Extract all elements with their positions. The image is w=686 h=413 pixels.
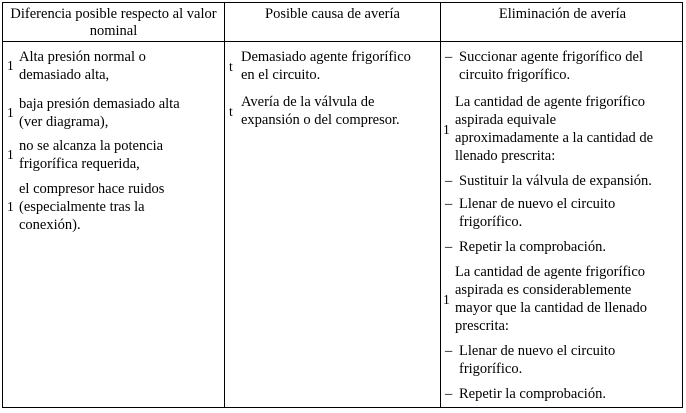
list-marker: 1: [7, 105, 14, 120]
remedy-condition: La cantidad de agente frigorífico aspirada es considerablemente mayor que la cantidad de llenado prescrita:: [455, 264, 648, 334]
column-divider: [440, 3, 441, 407]
remedy-item: Sustituir la válvula de expansión.: [459, 173, 652, 189]
list-dash: –: [445, 343, 453, 359]
list-marker: 1: [443, 122, 450, 137]
remedy-item: Repetir la comprobación.: [459, 386, 606, 402]
list-dash: –: [445, 196, 453, 212]
list-dash: –: [445, 173, 453, 189]
deviation-item: Alta presión normal o demasiado alta,: [19, 49, 146, 83]
remedy-item: Llenar de nuevo el circuito frigorífico.: [459, 196, 616, 230]
list-marker: 1: [443, 292, 450, 307]
deviation-item: baja presión demasiado alta (ver diagrama),: [19, 96, 180, 130]
list-dash: –: [445, 49, 453, 65]
deviation-item: no se alcanza la potencia frigorífica requerida,: [19, 138, 164, 172]
remedy-condition: La cantidad de agente frigorífico aspirada equivale aproximadamente a la cantidad de llenado prescrita:: [455, 94, 654, 164]
remedy-item: Succionar agente frigorífico del circuito frigorífico.: [459, 49, 643, 83]
header-divider: [3, 41, 682, 42]
cause-item: Demasiado agente frigorífico en el circuito.: [241, 49, 411, 83]
list-marker: t: [229, 59, 233, 74]
list-dash: –: [445, 386, 453, 402]
list-marker: 1: [7, 199, 14, 214]
cause-item: Avería de la válvula de expansión o del compresor.: [241, 94, 400, 128]
list-dash: –: [445, 239, 453, 255]
list-marker: 1: [7, 58, 14, 73]
header-cause: Posible causa de avería: [265, 6, 400, 22]
column-divider: [224, 3, 225, 407]
remedy-item: Llenar de nuevo el circuito frigorífico.: [459, 343, 616, 377]
fault-table: [2, 2, 683, 408]
remedy-item: Repetir la comprobación.: [459, 239, 606, 255]
header-remedy: Eliminación de avería: [498, 6, 627, 22]
list-marker: 1: [7, 147, 14, 162]
list-marker: t: [229, 104, 233, 119]
deviation-item: el compresor hace ruidos (especialmente tras la conexión).: [19, 181, 165, 233]
header-deviation: Diferencia posible respecto al valor nominal: [10, 6, 217, 39]
